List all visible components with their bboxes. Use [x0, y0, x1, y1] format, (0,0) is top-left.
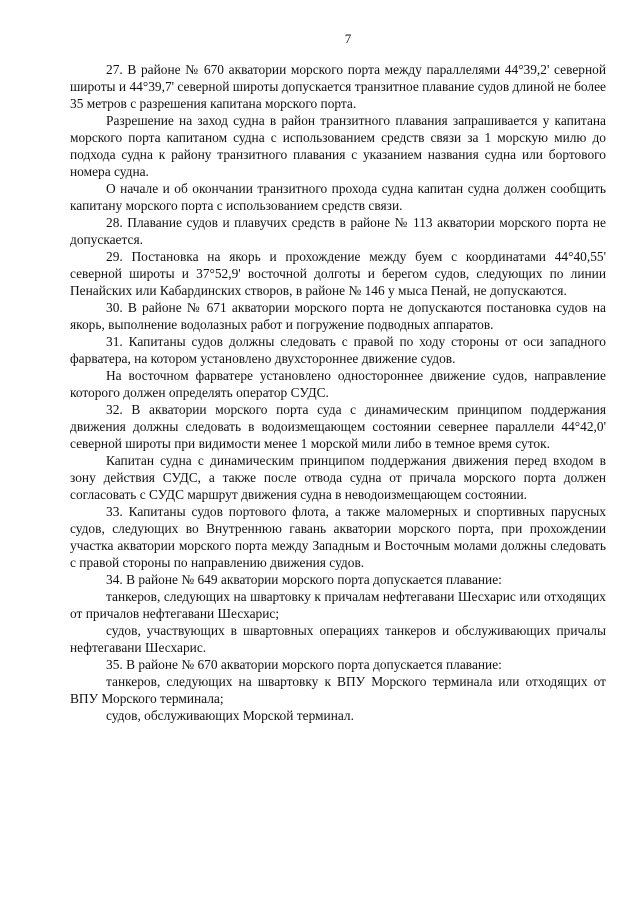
paragraph-34-tankers: танкеров, следующих на швартовку к причалам нефтегавани Шесхарис или отходящих от причалов нефтегавани Шесхарис;: [70, 589, 606, 621]
page-number: 7: [344, 31, 352, 46]
paragraph-27-permission: Разрешение на заход судна в район транзитного плавания запрашивается у капитана морского порта капитаном судна с использованием средств связи за 1 морскую милю до подхода судна к району транзитного плавания с указанием названия судна или бортового номера судна.: [70, 113, 606, 179]
paragraph-30: 30. В районе № 671 акватории морского порта не допускаются постановка судов на якорь, выполнение водолазных работ и погружение подводных аппаратов.: [70, 300, 606, 332]
paragraph-35-tankers: танкеров, следующих на швартовку к ВПУ Морского терминала или отходящих от ВПУ Морского терминала;: [70, 674, 606, 706]
paragraph-31: 31. Капитаны судов должны следовать с правой по ходу стороны от оси западного фарватера, на котором установлено двухстороннее движение судов.: [70, 334, 606, 366]
paragraph-32-captain: Капитан судна с динамическим принципом поддержания движения перед входом в зону действия СУДС, а также после отвода судна от причала морского порта должен согласовать с СУДС маршрут движения судна в неводоизмещающем состоянии.: [70, 453, 606, 502]
paragraph-32: 32. В акватории морского порта суда с динамическим принципом поддержания движения должны следовать в водоизмещающем состоянии севернее параллели 44°42,0' северной широты при видимости менее 1 морской мили либо в темное время суток.: [70, 402, 606, 451]
paragraph-34-vessels: судов, участвующих в швартовных операциях танкеров и обслуживающих причалы нефтегавани Шесхарис.: [70, 623, 606, 655]
paragraph-33: 33. Капитаны судов портового флота, а также маломерных и спортивных парусных судов, следующих во Внутреннюю гавань акватории морского порта, при прохождении участка акватории морского порта между Западным и Восточным молами должны следовать с правой стороны по направлению движения судов.: [70, 504, 606, 570]
paragraph-31-east-fairway: На восточном фарватере установлено одностороннее движение судов, направление которого должен определять оператор СУДС.: [70, 368, 606, 400]
paragraph-27: 27. В районе № 670 акватории морского порта между параллелями 44°39,2' северной широты и 44°39,7' северной широты допускается транзитное плавание судов длиной не более 35 метров с разрешения капитана морского порта.: [70, 62, 606, 111]
paragraph-27-report: О начале и об окончании транзитного прохода судна капитан судна должен сообщить капитану морского порта с использованием средств связи.: [70, 181, 606, 213]
paragraph-34: 34. В районе № 649 акватории морского порта допускается плавание:: [106, 572, 502, 587]
paragraph-35-vessels: судов, обслуживающих Морской терминал.: [106, 708, 354, 723]
paragraph-28: 28. Плавание судов и плавучих средств в районе № 113 акватории морского порта не допускается.: [70, 215, 606, 247]
paragraph-29: 29. Постановка на якорь и прохождение между буем с координатами 44°40,55' северной широты и 37°52,9' восточной долготы и берегом судов, следующих по линии Пенайских или Кабардинских створов, в районе № 146 у мыса Пенай, не допускаются.: [70, 249, 606, 298]
paragraph-35: 35. В районе № 670 акватории морского порта допускается плавание:: [106, 657, 502, 672]
